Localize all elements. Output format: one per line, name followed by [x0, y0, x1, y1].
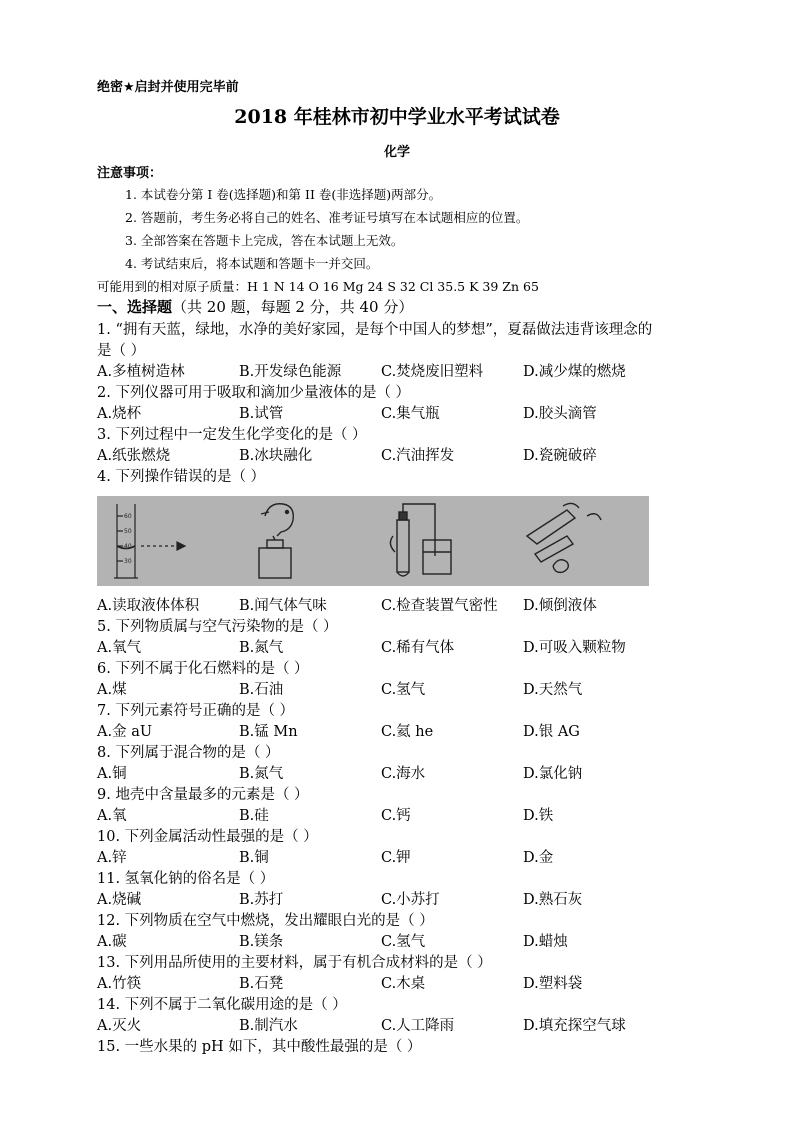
option-a: A.烧杯: [97, 406, 142, 422]
option-c: C.钙: [381, 808, 411, 824]
option-d: D.瓷碗破碎: [523, 448, 597, 464]
option-c: C.氢气: [381, 682, 426, 698]
question-options: [97, 888, 697, 910]
question-stem: 8. 下列属于混合物的是（ ）: [97, 745, 280, 761]
section-heading: [97, 296, 413, 317]
option-b: B.苏打: [239, 892, 284, 908]
exam-title: 2018 年桂林市初中学业水平考试试卷: [234, 106, 560, 128]
option-c: C.木桌: [381, 976, 426, 992]
notice-item: 1. 本试卷分第 I 卷(选择题)和第 II 卷(非选择题)两部分。: [125, 187, 442, 202]
option-d: D.熟石灰: [523, 892, 583, 908]
option-c: C.人工降雨: [381, 1018, 455, 1034]
airtightness-check-illustration: [390, 504, 451, 576]
option-d: D.塑料袋: [523, 976, 583, 992]
cylinder-tick-label: 30: [124, 558, 132, 565]
question-stem: 11. 氢氧化钠的俗名是（ ）: [97, 871, 275, 887]
option-c: C.稀有气体: [381, 640, 455, 656]
option-c: C.钾: [381, 850, 411, 866]
option-b: B.镁条: [239, 934, 284, 950]
option-d: D.金: [523, 850, 554, 866]
lab-operations-figure: [97, 496, 649, 586]
option-c: C.集气瓶: [381, 406, 440, 422]
section-desc: （共 20 题，每题 2 分，共 40 分）: [172, 298, 414, 316]
option-c: C.检查装置气密性: [381, 598, 498, 614]
question-options: [97, 846, 697, 868]
option-a: A.锌: [97, 850, 127, 866]
notice-item: 2. 答题前，考生务必将自己的姓名、准考证号填写在本试题相应的位置。: [125, 210, 529, 225]
notice-item: 4. 考试结束后，将本试题和答题卡一并交回。: [125, 256, 379, 271]
question-stem: 2. 下列仪器可用于吸取和滴加少量液体的是（ ）: [97, 385, 411, 401]
cylinder-tick-label: 60: [124, 513, 132, 520]
question-stem: 14. 下列不属于二氧化碳用途的是（ ）: [97, 997, 347, 1013]
option-a: A.竹筷: [97, 976, 142, 992]
option-d: D.蜡烛: [523, 934, 568, 950]
question-stem: 是（ ）: [97, 343, 146, 359]
question-stem: 3. 下列过程中一定发生化学变化的是（ ）: [97, 427, 367, 443]
question-options: [97, 720, 697, 742]
question-stem: 6. 下列不属于化石燃料的是（ ）: [97, 661, 309, 677]
question-stem: 10. 下列金属活动性最强的是（ ）: [97, 829, 318, 845]
question-stem: 7. 下列元素符号正确的是（ ）: [97, 703, 295, 719]
option-a: A.氧: [97, 808, 127, 824]
question-options: [97, 1014, 697, 1036]
subject-label: 化学: [383, 145, 410, 160]
option-d: D.减少煤的燃烧: [523, 364, 626, 380]
option-a: A.碳: [97, 934, 127, 950]
question-stem: 5. 下列物质属与空气污染物的是（ ）: [97, 619, 338, 635]
option-b: B.闻气体气味: [239, 598, 327, 614]
option-a: A.铜: [97, 766, 127, 782]
option-a: A.纸张燃烧: [97, 448, 171, 464]
option-d: D.银 AG: [523, 724, 580, 740]
option-d: D.铁: [523, 808, 554, 824]
option-d: D.胶头滴管: [523, 406, 597, 422]
option-b: B.冰块融化: [239, 448, 313, 464]
question-options: [97, 402, 697, 424]
question-stem: 4. 下列操作错误的是（ ）: [97, 469, 266, 485]
option-a: A.读取液体体积: [97, 598, 200, 614]
question-options: [97, 444, 697, 466]
option-b: B.开发绿色能源: [239, 364, 342, 380]
option-b: B.制汽水: [239, 1018, 298, 1034]
section-title: 一、选择题: [97, 298, 173, 316]
cylinder-tick-label: 50: [124, 528, 132, 535]
question-stem: 12. 下列物质在空气中燃烧，发出耀眼白光的是（ ）: [97, 913, 434, 929]
option-d: D.倾倒液体: [523, 598, 597, 614]
question-options: [97, 636, 697, 658]
confidential-mark: 绝密★启封并使用完毕前: [97, 80, 239, 95]
option-b: B.氮气: [239, 766, 284, 782]
cylinder-tick-label: 40: [124, 543, 132, 550]
option-b: B.氮气: [239, 640, 284, 656]
question-stem: 13. 下列用品所使用的主要材料，属于有机合成材料的是（ ）: [97, 955, 492, 971]
option-a: A.多植树造林: [97, 364, 185, 380]
option-a: A.灭火: [97, 1018, 142, 1034]
question-options: [97, 930, 697, 952]
option-a: A.烧碱: [97, 892, 142, 908]
atomic-masses: 可能用到的相对原子质量：H 1 N 14 O 16 Mg 24 S 32 Cl 35.5 K 39 Zn 65: [97, 279, 539, 294]
question-stem: 1. “拥有天蓝，绿地，水净的美好家园，是每个中国人的梦想”，夏磊做法违背该理念的: [97, 322, 653, 338]
option-d: D.填充探空气球: [523, 1018, 626, 1034]
option-c: C.小苏打: [381, 892, 440, 908]
question-options: [97, 762, 697, 784]
pouring-liquid-illustration: [527, 503, 601, 572]
option-b: B.硅: [239, 808, 269, 824]
option-d: D.天然气: [523, 682, 583, 698]
option-b: B.铜: [239, 850, 269, 866]
option-c: C.汽油挥发: [381, 448, 455, 464]
option-d: D.可吸入颗粒物: [523, 640, 626, 656]
question-options: [97, 594, 697, 616]
option-c: C.海水: [381, 766, 426, 782]
option-a: A.金 aU: [97, 724, 153, 740]
notice-item: 3. 全部答案在答题卡上完成，答在本试题上无效。: [125, 233, 404, 248]
option-c: C.氦 he: [381, 724, 434, 740]
option-b: B.石油: [239, 682, 284, 698]
question-stem: 9. 地壳中含量最多的元素是（ ）: [97, 787, 309, 803]
option-a: A.煤: [97, 682, 127, 698]
option-b: B.试管: [239, 406, 284, 422]
option-c: C.焚烧废旧塑料: [381, 364, 484, 380]
option-d: D.氯化钠: [523, 766, 583, 782]
question-options: [97, 972, 697, 994]
question-options: [97, 804, 697, 826]
option-c: C.氢气: [381, 934, 426, 950]
question-options: [97, 678, 697, 700]
option-b: B.锰 Mn: [239, 724, 298, 740]
notice-heading: 注意事项：: [97, 166, 163, 181]
question-options: [97, 360, 697, 382]
question-stem: 15. 一些水果的 pH 如下，其中酸性最强的是（ ）: [97, 1039, 422, 1055]
option-a: A.氧气: [97, 640, 142, 656]
option-b: B.石凳: [239, 976, 284, 992]
smelling-gas-illustration: [259, 504, 293, 578]
